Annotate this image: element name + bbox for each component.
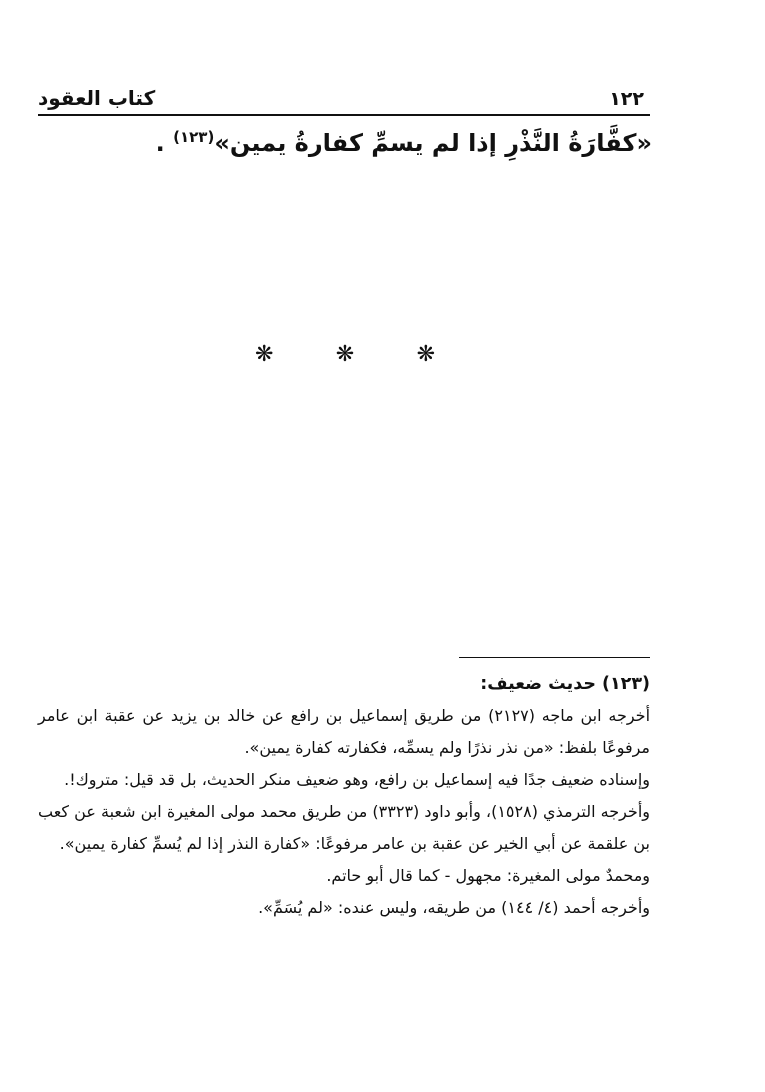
asterism-ornament: ❋ xyxy=(255,342,274,367)
hadith-text: «كفَّارَةُ النَّذْرِ إذا لم يسمِّ كفارةُ يمين» xyxy=(214,129,652,157)
header-rule xyxy=(38,114,650,116)
footnote-paragraph: وأخرجه الترمذي (١٥٢٨)، وأبو داود (٣٣٢٣) من طريق محمد مولى المغيرة ابن شعبة عن كعب بن علقمة عن أبي الخير عن عقبة بن عامر مرفوعًا: «كفارة النذر إذا لم يُسمِّ كفارة يمين». xyxy=(38,802,650,853)
footnotes-section xyxy=(38,668,650,924)
asterism-ornament: ❋ xyxy=(335,342,355,367)
hadith-text-line xyxy=(156,128,652,157)
page-number: ١٢٢ xyxy=(609,88,644,110)
footnote-paragraph: ومحمدٌ مولى المغيرة: مجهول - كما قال أبو حاتم. xyxy=(326,866,650,885)
section-separator xyxy=(255,342,435,367)
footnote-number: (١٢٣) xyxy=(601,674,650,694)
footnote-grade: حديث ضعيف: xyxy=(480,674,596,694)
trailing-period: . xyxy=(155,129,165,157)
footnote-paragraph: أخرجه ابن ماجه (٢١٢٧) من طريق إسماعيل بن رافع عن خالد بن يزيد عن عقبة ابن عامر مرفوعًا بلفظ: «من نذر نذرًا ولم يسمِّه، فكفارته كفارة يمين». xyxy=(38,706,651,757)
asterism-ornament: ❋ xyxy=(416,342,435,367)
footnote-reference: (١٢٣) xyxy=(173,128,215,146)
running-header xyxy=(38,84,650,114)
footnote-paragraph: وإسناده ضعيف جدًا فيه إسماعيل بن رافع، وهو ضعيف منكر الحديث، بل قد قيل: متروك!. xyxy=(64,770,650,789)
book-title: كتاب العقود xyxy=(38,86,156,110)
footnote-heading xyxy=(38,668,650,700)
footnote-paragraph: وأخرجه أحمد (٤/ ١٤٤) من طريقه، وليس عنده: «لم يُسَمِّ». xyxy=(258,898,650,917)
footnote-rule xyxy=(459,657,650,658)
